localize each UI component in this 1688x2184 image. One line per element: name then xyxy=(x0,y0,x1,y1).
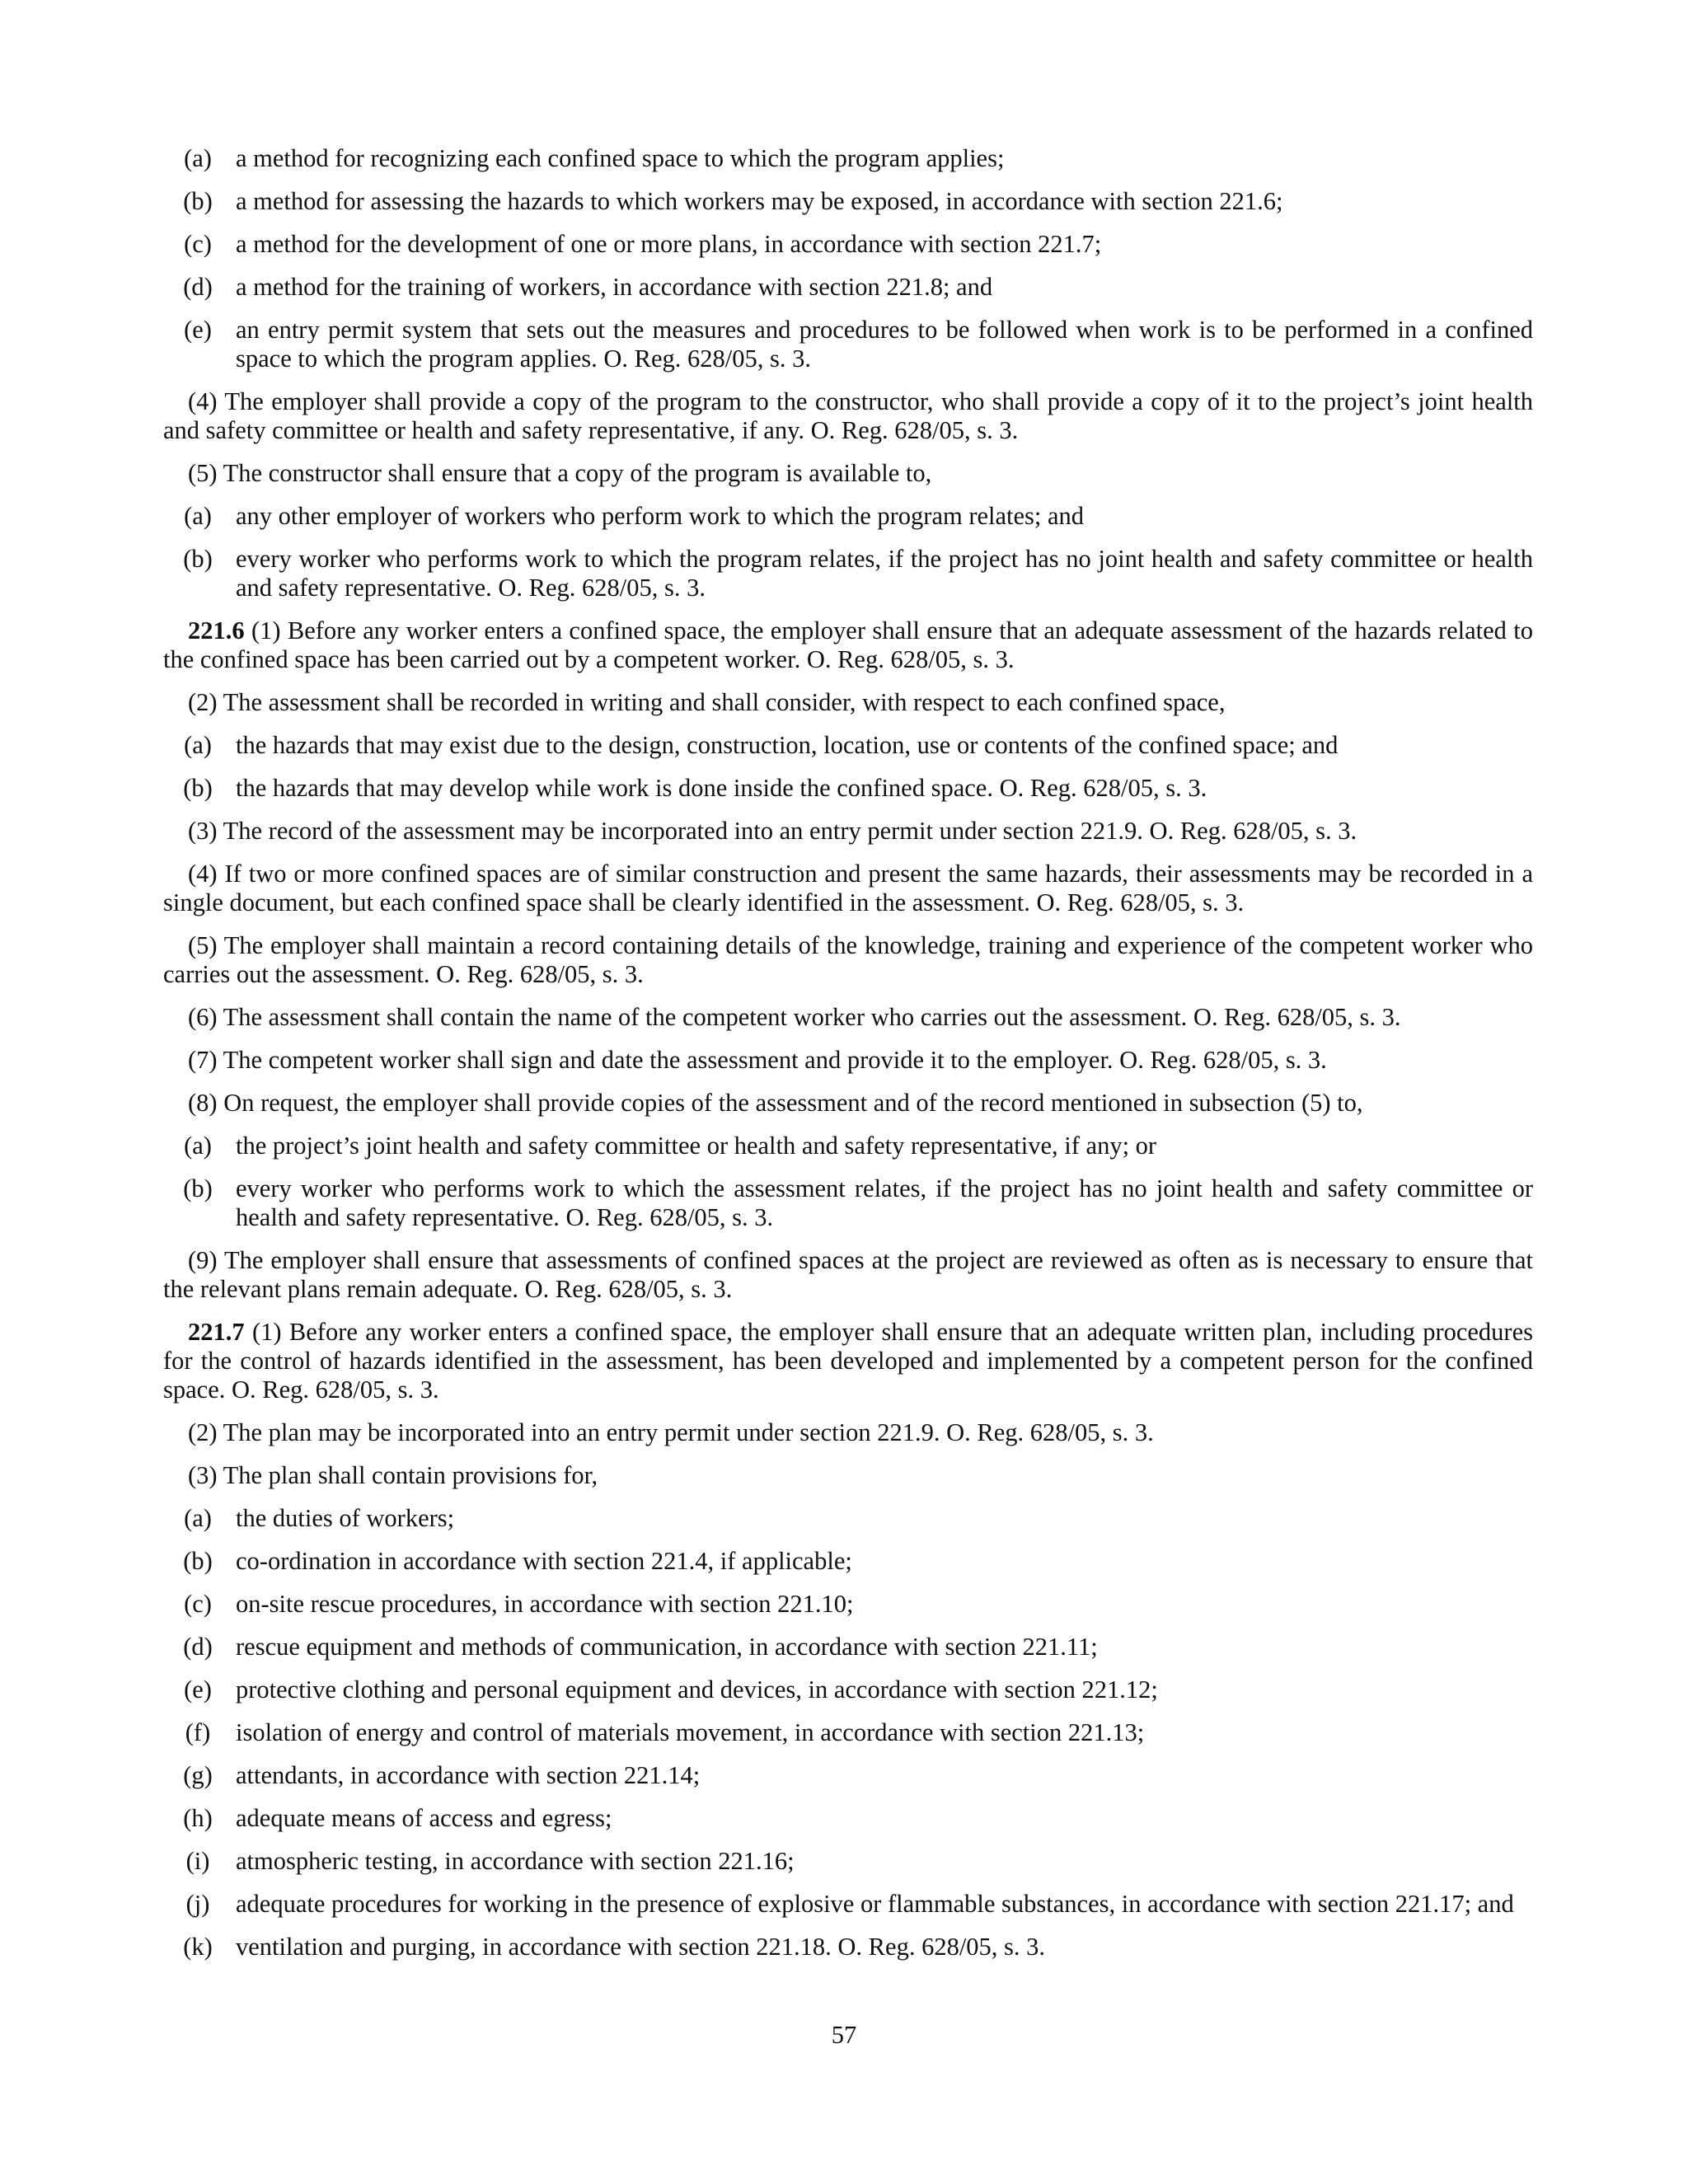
list-item-text: atmospheric testing, in accordance with section 221.16; xyxy=(236,1847,795,1875)
paragraph xyxy=(163,1418,1533,1447)
list-item xyxy=(163,1504,1533,1533)
paragraph xyxy=(163,1046,1533,1075)
list-item-text: any other employer of workers who perform work to which the program relates; and xyxy=(236,502,1085,530)
paragraph-text: (4) The employer shall provide a copy of the program to the constructor, who shall provide a copy of it to the project’s joint health and safety committee or health and safety representative, if any. O. Reg. 628/05, s. 3. xyxy=(163,387,1533,444)
section-paragraph xyxy=(163,1318,1533,1404)
section-number: 221.7 xyxy=(188,1318,245,1346)
list-item xyxy=(163,1718,1533,1747)
list-item-label: (e) xyxy=(184,316,212,344)
paragraph xyxy=(163,1089,1533,1118)
list-item-label: (j) xyxy=(185,1890,210,1918)
list-item-text: attendants, in accordance with section 221.14; xyxy=(236,1761,701,1789)
paragraph-text: (5) The employer shall maintain a record containing details of the knowledge, training and experience of the competent worker who carries out the assessment. O. Reg. 628/05, s. 3. xyxy=(163,931,1533,988)
paragraph xyxy=(163,1461,1533,1490)
list-item xyxy=(163,1675,1533,1704)
list-item-text: the duties of workers; xyxy=(236,1504,455,1532)
document-body xyxy=(163,144,1533,1975)
list-item-label: (k) xyxy=(183,1933,213,1961)
paragraph-text: (2) The plan may be incorporated into an entry permit under section 221.9. O. Reg. 628/05, s. 3. xyxy=(188,1418,1154,1446)
paragraph-text: (2) The assessment shall be recorded in writing and shall consider, with respect to each confined space, xyxy=(188,688,1226,716)
list-item-text: an entry permit system that sets out the measures and procedures to be followed when work is to be performed in a confined space to which the program applies. O. Reg. 628/05, s. 3. xyxy=(236,316,1533,373)
list-item xyxy=(163,144,1533,173)
list-item xyxy=(163,187,1533,216)
paragraph xyxy=(163,931,1533,989)
list-item-label: (b) xyxy=(183,187,213,215)
paragraph xyxy=(163,860,1533,917)
list-item xyxy=(163,1633,1533,1661)
list-item-text: a method for recognizing each confined space to which the program applies; xyxy=(236,144,1005,172)
list-item-label: (d) xyxy=(183,273,213,301)
list-item-text: co-ordination in accordance with section 221.4, if applicable; xyxy=(236,1547,852,1575)
list-item-text: the hazards that may exist due to the design, construction, location, use or contents of the confined space; and xyxy=(236,731,1339,759)
list-item-label: (b) xyxy=(183,1174,213,1202)
list-item-text: a method for the training of workers, in accordance with section 221.8; and xyxy=(236,273,993,301)
list-item-text: protective clothing and personal equipment and devices, in accordance with section 221.12; xyxy=(236,1675,1158,1704)
paragraph xyxy=(163,459,1533,488)
list-item-text: every worker who performs work to which the program relates, if the project has no joint health and safety committee or health and safety representative. O. Reg. 628/05, s. 3. xyxy=(236,545,1533,602)
list-item-label: (a) xyxy=(184,1132,212,1160)
list-item-label: (b) xyxy=(183,774,213,802)
paragraph-text: (8) On request, the employer shall provide copies of the assessment and of the record mentioned in subsection (5) to, xyxy=(188,1089,1363,1117)
list-item xyxy=(163,1590,1533,1619)
list-item-text: the project’s joint health and safety committee or health and safety representative, if any; or xyxy=(236,1132,1157,1160)
paragraph-text: (5) The constructor shall ensure that a copy of the program is available to, xyxy=(188,459,932,487)
list-item-text: every worker who performs work to which the assessment relates, if the project has no joint health and safety committee or health and safety representative. O. Reg. 628/05, s. 3. xyxy=(236,1174,1533,1231)
list-item xyxy=(163,1890,1533,1919)
list-item-label: (b) xyxy=(183,545,213,573)
list-item-label: (a) xyxy=(184,731,212,759)
paragraph-text: (6) The assessment shall contain the name of the competent worker who carries out the assessment. O. Reg. 628/05, s. 3. xyxy=(188,1003,1401,1031)
list-item xyxy=(163,1174,1533,1232)
list-item-text: on-site rescue procedures, in accordance with section 221.10; xyxy=(236,1590,854,1618)
list-item-label: (a) xyxy=(184,144,212,172)
page-number: 57 xyxy=(831,2021,857,2049)
list-item xyxy=(163,774,1533,803)
list-item-label: (a) xyxy=(184,502,212,530)
list-item-label: (e) xyxy=(184,1675,212,1704)
list-item-text: ventilation and purging, in accordance with section 221.18. O. Reg. 628/05, s. 3. xyxy=(236,1933,1046,1961)
list-item xyxy=(163,502,1533,531)
list-item xyxy=(163,731,1533,760)
list-item xyxy=(163,1804,1533,1833)
paragraph xyxy=(163,1246,1533,1304)
list-item-label: (a) xyxy=(184,1504,212,1532)
paragraph-text: (1) Before any worker enters a confined space, the employer shall ensure that an adequate written plan, including procedures for the control of hazards identified in the assessment, has been developed and implemented by a competent person for the confined space. O. Reg. 628/05, s. 3. xyxy=(163,1318,1533,1404)
list-item-label: (f) xyxy=(185,1718,211,1746)
list-item-text: a method for the development of one or more plans, in accordance with section 221.7; xyxy=(236,230,1102,258)
list-item xyxy=(163,1761,1533,1790)
paragraph xyxy=(163,688,1533,717)
section-number: 221.6 xyxy=(188,616,245,644)
list-item xyxy=(163,316,1533,373)
list-item-label: (i) xyxy=(185,1847,210,1875)
paragraph-text: (1) Before any worker enters a confined space, the employer shall ensure that an adequate assessment of the hazards related to the confined space has been carried out by a competent worker. O. Reg. 628/05, s. 3. xyxy=(163,616,1533,673)
list-item xyxy=(163,1847,1533,1876)
list-item xyxy=(163,273,1533,302)
list-item-text: adequate means of access and egress; xyxy=(236,1804,612,1832)
section-paragraph xyxy=(163,616,1533,674)
paragraph-text: (7) The competent worker shall sign and date the assessment and provide it to the employer. O. Reg. 628/05, s. 3. xyxy=(188,1046,1327,1074)
list-item xyxy=(163,1132,1533,1160)
list-item-label: (g) xyxy=(183,1761,213,1789)
list-item-label: (h) xyxy=(183,1804,213,1832)
paragraph xyxy=(163,817,1533,846)
paragraph-text: (3) The plan shall contain provisions for, xyxy=(188,1461,598,1489)
paragraph-text: (3) The record of the assessment may be incorporated into an entry permit under section 221.9. O. Reg. 628/05, s. 3. xyxy=(188,817,1357,845)
paragraph-text: (4) If two or more confined spaces are of similar construction and present the same hazards, their assessments may be recorded in a single document, but each confined space shall be clearly identified in the assessment. O. Reg. 628/05, s. 3. xyxy=(163,860,1533,916)
list-item-text: isolation of energy and control of materials movement, in accordance with section 221.13; xyxy=(236,1718,1145,1746)
list-item-label: (c) xyxy=(184,1590,212,1618)
list-item xyxy=(163,230,1533,259)
paragraph xyxy=(163,387,1533,445)
list-item xyxy=(163,545,1533,602)
paragraph-text: (9) The employer shall ensure that assessments of confined spaces at the project are reviewed as often as is necessary to ensure that the relevant plans remain adequate. O. Reg. 628/05, s. 3. xyxy=(163,1246,1533,1303)
list-item-label: (c) xyxy=(184,230,212,258)
list-item xyxy=(163,1933,1533,1961)
list-item-text: adequate procedures for working in the presence of explosive or flammable substances, in accordance with section 221.17; and xyxy=(236,1890,1514,1918)
paragraph xyxy=(163,1003,1533,1032)
list-item xyxy=(163,1547,1533,1576)
list-item-text: rescue equipment and methods of communication, in accordance with section 221.11; xyxy=(236,1633,1098,1661)
list-item-text: the hazards that may develop while work is done inside the confined space. O. Reg. 628/05, s. 3. xyxy=(236,774,1207,802)
list-item-text: a method for assessing the hazards to which workers may be exposed, in accordance with section 221.6; xyxy=(236,187,1283,215)
list-item-label: (d) xyxy=(183,1633,213,1661)
list-item-label: (b) xyxy=(183,1547,213,1575)
